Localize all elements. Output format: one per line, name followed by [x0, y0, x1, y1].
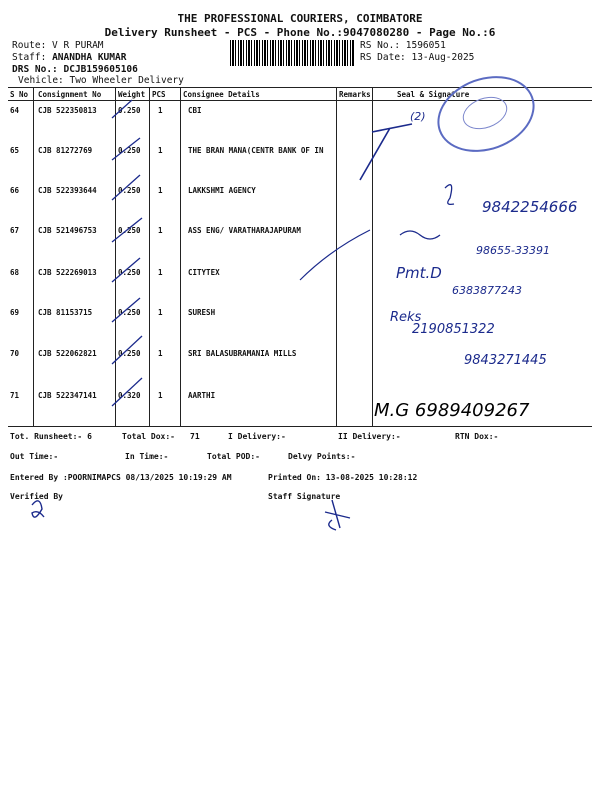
vehicle-label: Vehicle: Two Wheeler Delivery: [18, 75, 184, 86]
row-sno: 71: [10, 391, 20, 400]
handwriting-row67: 98655-33391: [476, 244, 550, 257]
row-consignment: CJB 522393644: [38, 186, 97, 195]
row-sno: 69: [10, 308, 20, 317]
in-time: In Time:-: [125, 452, 169, 461]
row-consignee: AARTHI: [188, 391, 216, 400]
drs-number: DCJB159605106: [63, 64, 138, 75]
row-weight: 0.320: [118, 391, 141, 400]
row-pcs: 1: [158, 106, 163, 115]
row-weight: 0.250: [118, 146, 141, 155]
row-pcs: 1: [158, 349, 163, 358]
route-label: Route: V R PURAM: [12, 40, 104, 51]
col-header-remarks: Remarks: [339, 90, 371, 99]
row-consignment: CJB 81272769: [38, 146, 93, 155]
handwriting-row69-phone: 2190851322: [412, 322, 495, 337]
entered-by: Entered By :POORNIMAPCS 08/13/2025 10:19:29 AM: [10, 473, 232, 482]
row-sno: 64: [10, 106, 20, 115]
total-pod: Total POD:-: [207, 452, 260, 461]
row-pcs: 1: [158, 146, 163, 155]
company-title: THE PROFESSIONAL COURIERS, COIMBATORE: [177, 12, 423, 25]
total-dox-value: 71: [190, 432, 200, 441]
verified-by-label: Verified By: [10, 492, 63, 501]
staff-name: ANANDHA KUMAR: [52, 52, 127, 63]
row-consignment: CJB 522062821: [38, 349, 97, 358]
staff-label: Staff:: [12, 52, 47, 63]
rtn-dox: RTN Dox:-: [455, 432, 499, 441]
row-pcs: 1: [158, 268, 163, 277]
row-weight: 0.250: [118, 186, 141, 195]
handwriting-row66: 9842254666: [482, 198, 578, 216]
total-dox-label: Total Dox:-: [122, 432, 175, 441]
handwriting-row70: 9843271445: [464, 353, 547, 368]
row-weight: 0.250: [118, 349, 141, 358]
rs-number: RS No.: 1596051: [360, 40, 446, 51]
row-pcs: 1: [158, 391, 163, 400]
col-header-weight: Weight: [118, 90, 146, 99]
col-header-sno: S No: [10, 90, 29, 99]
row-sno: 66: [10, 186, 20, 195]
row-consignment: CJB 522350813: [38, 106, 97, 115]
tot-runsheet: Tot. Runsheet:- 6: [10, 432, 92, 441]
drs-label: DRS No.:: [12, 64, 58, 75]
row-consignee: SURESH: [188, 308, 216, 317]
col-header-seal-signature: Seal & Signature: [397, 90, 470, 99]
row-consignee: LAKKSHMI AGENCY: [188, 186, 256, 195]
col-header-consignee: Consignee Details: [183, 90, 260, 99]
delvy-points: Delvy Points:-: [288, 452, 356, 461]
handwriting-row68-phone: 6383877243: [452, 284, 522, 297]
ii-delivery: II Delivery:-: [338, 432, 401, 441]
out-time: Out Time:-: [10, 452, 59, 461]
row-weight: 0.250: [118, 106, 141, 115]
i-delivery: I Delivery:-: [228, 432, 286, 441]
row-consignee: CBI: [188, 106, 202, 115]
handwriting-row69-name: Reks: [390, 310, 422, 325]
handwriting-row71: M.G 6989409267: [374, 400, 530, 421]
row-pcs: 1: [158, 226, 163, 235]
row-pcs: 1: [158, 308, 163, 317]
row-consignment: CJB 522347141: [38, 391, 97, 400]
col-header-consignment: Consignment No: [38, 90, 102, 99]
row-weight: 0.250: [118, 226, 141, 235]
staff-signature-label: Staff Signature: [268, 492, 341, 501]
rs-date: RS Date: 13-Aug-2025: [360, 52, 475, 63]
row-consignee: THE BRAN MANA(CENTR BANK OF IN: [188, 146, 324, 155]
printed-on: Printed On: 13-08-2025 10:28:12: [268, 473, 418, 482]
col-header-pcs: PCS: [152, 90, 166, 99]
row-pcs: 1: [158, 186, 163, 195]
row-consignment: CJB 521496753: [38, 226, 97, 235]
row-consignee: CITYTEX: [188, 268, 220, 277]
handwriting-row68-name: Pmt.D: [396, 264, 442, 282]
row-consignee: SRI BALASUBRAMANIA MILLS: [188, 349, 297, 358]
row-consignee: ASS ENG/ VARATHARAJAPURAM: [188, 226, 301, 235]
runsheet-subtitle: Delivery Runsheet - PCS - Phone No.:9047080280 - Page No.:6: [104, 26, 496, 39]
row-consignment: CJB 522269013: [38, 268, 97, 277]
row-sno: 65: [10, 146, 20, 155]
row-weight: 0.250: [118, 268, 141, 277]
row-weight: 0.250: [118, 308, 141, 317]
row-sno: 68: [10, 268, 20, 277]
row-sno: 70: [10, 349, 20, 358]
handwriting-row65: (2): [410, 110, 426, 123]
row-consignment: CJB 81153715: [38, 308, 93, 317]
row-sno: 67: [10, 226, 20, 235]
